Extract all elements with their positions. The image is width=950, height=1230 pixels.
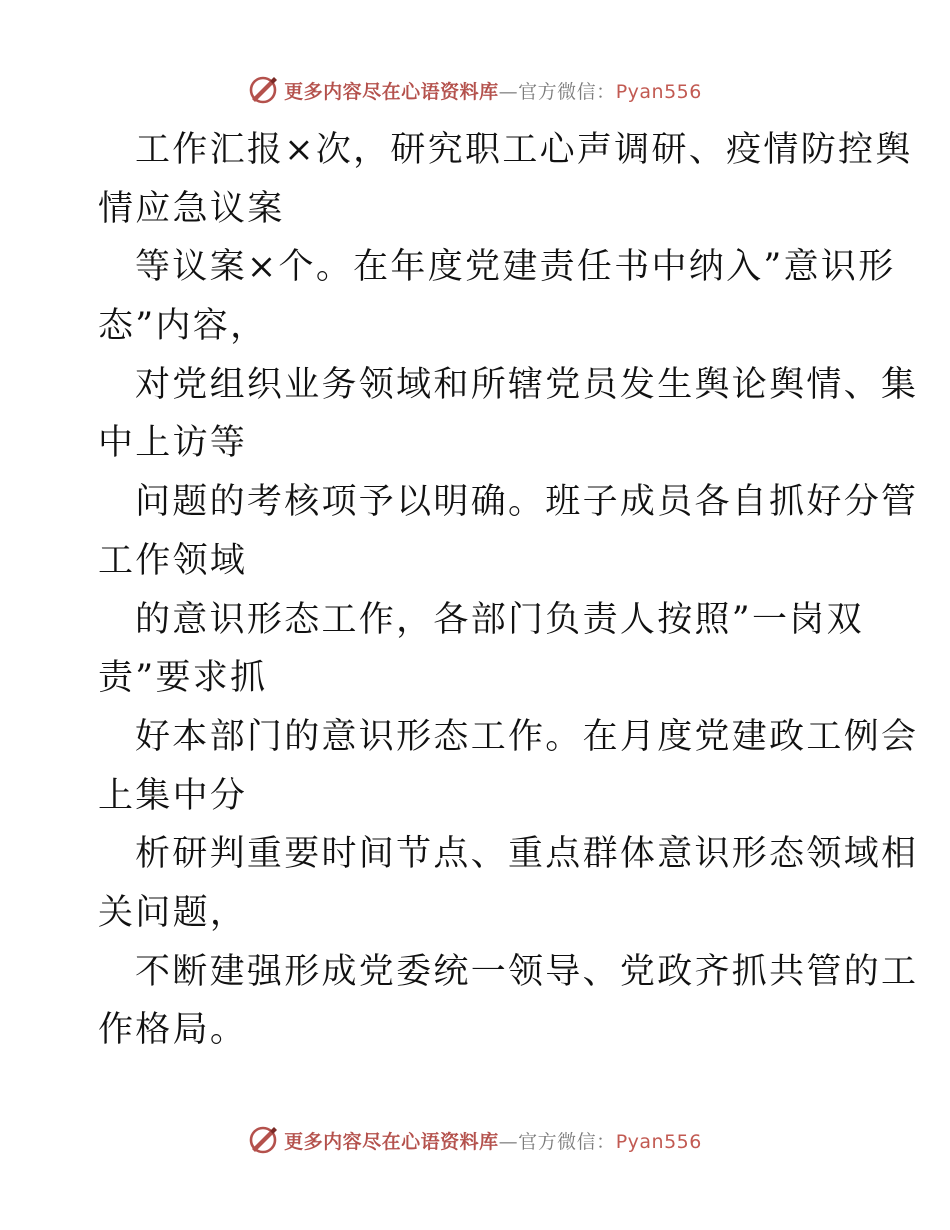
body-line: 情应急议案: [98, 188, 285, 229]
pen-logo-icon: [248, 75, 278, 105]
pen-logo-icon: [248, 1125, 278, 1155]
header-banner-text: [284, 77, 702, 104]
wechat-id: Pyan556: [615, 1130, 702, 1153]
body-line: 关问题，: [98, 892, 248, 933]
body-line: 中上访等: [98, 423, 248, 464]
wechat-label: 官方微信：: [518, 1130, 616, 1153]
body-line: 等议案×个。在年度党建责任书中纳入”意识形: [135, 247, 896, 288]
body-line: 上集中分: [98, 775, 248, 816]
banner-dash: —: [498, 80, 519, 103]
body-line: 好本部门的意识形态工作。在月度党建政工例会: [135, 716, 919, 757]
banner-dash: —: [498, 1130, 519, 1153]
body-line: 责”要求抓: [98, 658, 268, 699]
body-line: 不断建强形成党委统一领导、党政齐抓共管的工: [135, 951, 919, 992]
body-line: 析研判重要时间节点、重点群体意识形态领域相: [135, 834, 919, 875]
document-body: [98, 121, 919, 1060]
body-line: 问题的考核项予以明确。班子成员各自抓好分管: [135, 482, 919, 523]
body-line: 工作领域: [98, 540, 248, 581]
footer-banner-text: [284, 1127, 702, 1154]
body-line: 作格局。: [98, 1010, 248, 1051]
body-line: 对党组织业务领域和所辖党员发生舆论舆情、集: [135, 364, 919, 405]
body-line: 的意识形态工作，各部门负责人按照”一岗双: [135, 599, 864, 640]
site-name: 更多内容尽在心语资料库: [284, 80, 499, 103]
wechat-id: Pyan556: [615, 80, 702, 103]
body-line: 工作汇报×次，研究职工心声调研、疫情防控舆: [135, 130, 913, 170]
footer-banner: [0, 1120, 950, 1160]
site-name: 更多内容尽在心语资料库: [284, 1130, 499, 1153]
header-banner: [0, 70, 950, 110]
body-line: 态”内容，: [98, 306, 268, 347]
wechat-label: 官方微信：: [518, 80, 616, 103]
